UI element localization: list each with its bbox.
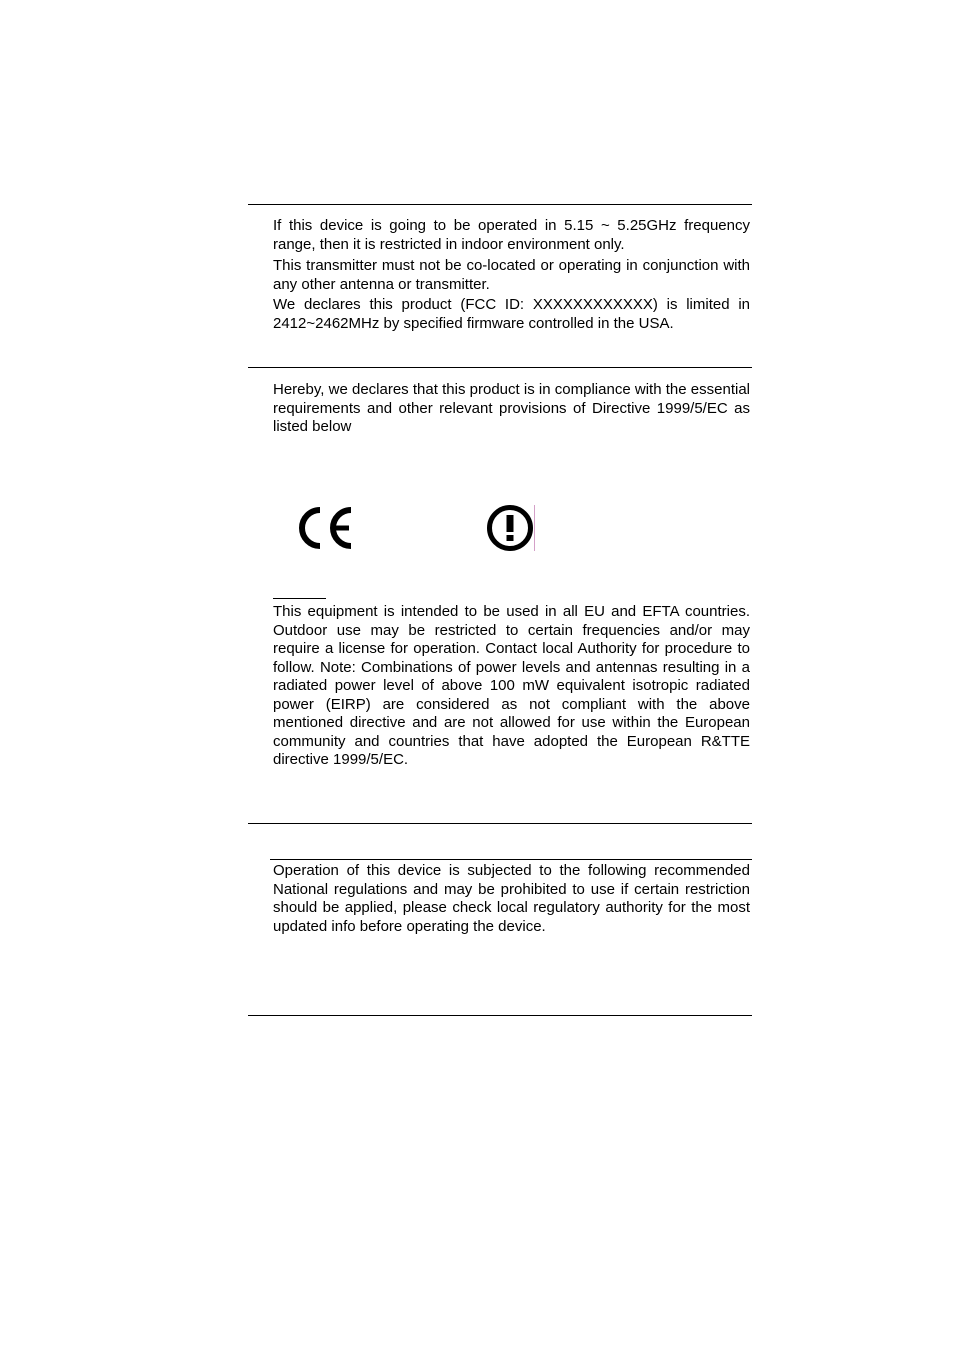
fcc-firmware-paragraph: We declares this product (FCC ID: XXXXXXXXXXXX) is limited in 2412~2462MHz by specified firmware controlled in the USA. [273, 296, 750, 332]
national-regulations-paragraph: Operation of this device is subjected to the following recommended National regulations and may be prohibited to use if certain restriction should be applied, please check local regulatory authority for the most updated info before operating the device. [273, 862, 750, 935]
alert-mark-icon [485, 504, 537, 552]
ce-notice-paragraph: This equipment is intended to be used in all EU and EFTA countries. Outdoor use may be restricted to certain frequencies and/or may require a license for operation. Contact local Authority for procedure to follow. Note: Combinations of power levels and antennas resulting in a radiated power level of above 100 mW equivalent isotropic radiated power (EIRP) are considered as not compliant with the above mentioned directive and are not allowed for use within the European community and countries that have adopted the European R&TTE directive 1999/5/EC. [273, 603, 750, 768]
section-rule-top [248, 204, 752, 205]
section-rule-national [248, 823, 752, 824]
ce-declaration-paragraph: Hereby, we declares that this product is in compliance with the essential requirements and other relevant provisions of Directive 1999/5/EC as listed below [273, 381, 750, 435]
fcc-indoor-paragraph: If this device is going to be operated in 5.15 ~ 5.25GHz frequency range, then it is restricted in indoor environment only. [273, 217, 750, 253]
section-rule-ce [248, 367, 752, 368]
ce-mark-icon [295, 505, 355, 551]
fcc-colocation-paragraph: This transmitter must not be co-located or operating in conjunction with any other antenna or transmitter. [273, 257, 750, 293]
notice-short-rule [273, 598, 326, 599]
national-subrule [270, 859, 752, 860]
section-rule-bottom [248, 1015, 752, 1016]
